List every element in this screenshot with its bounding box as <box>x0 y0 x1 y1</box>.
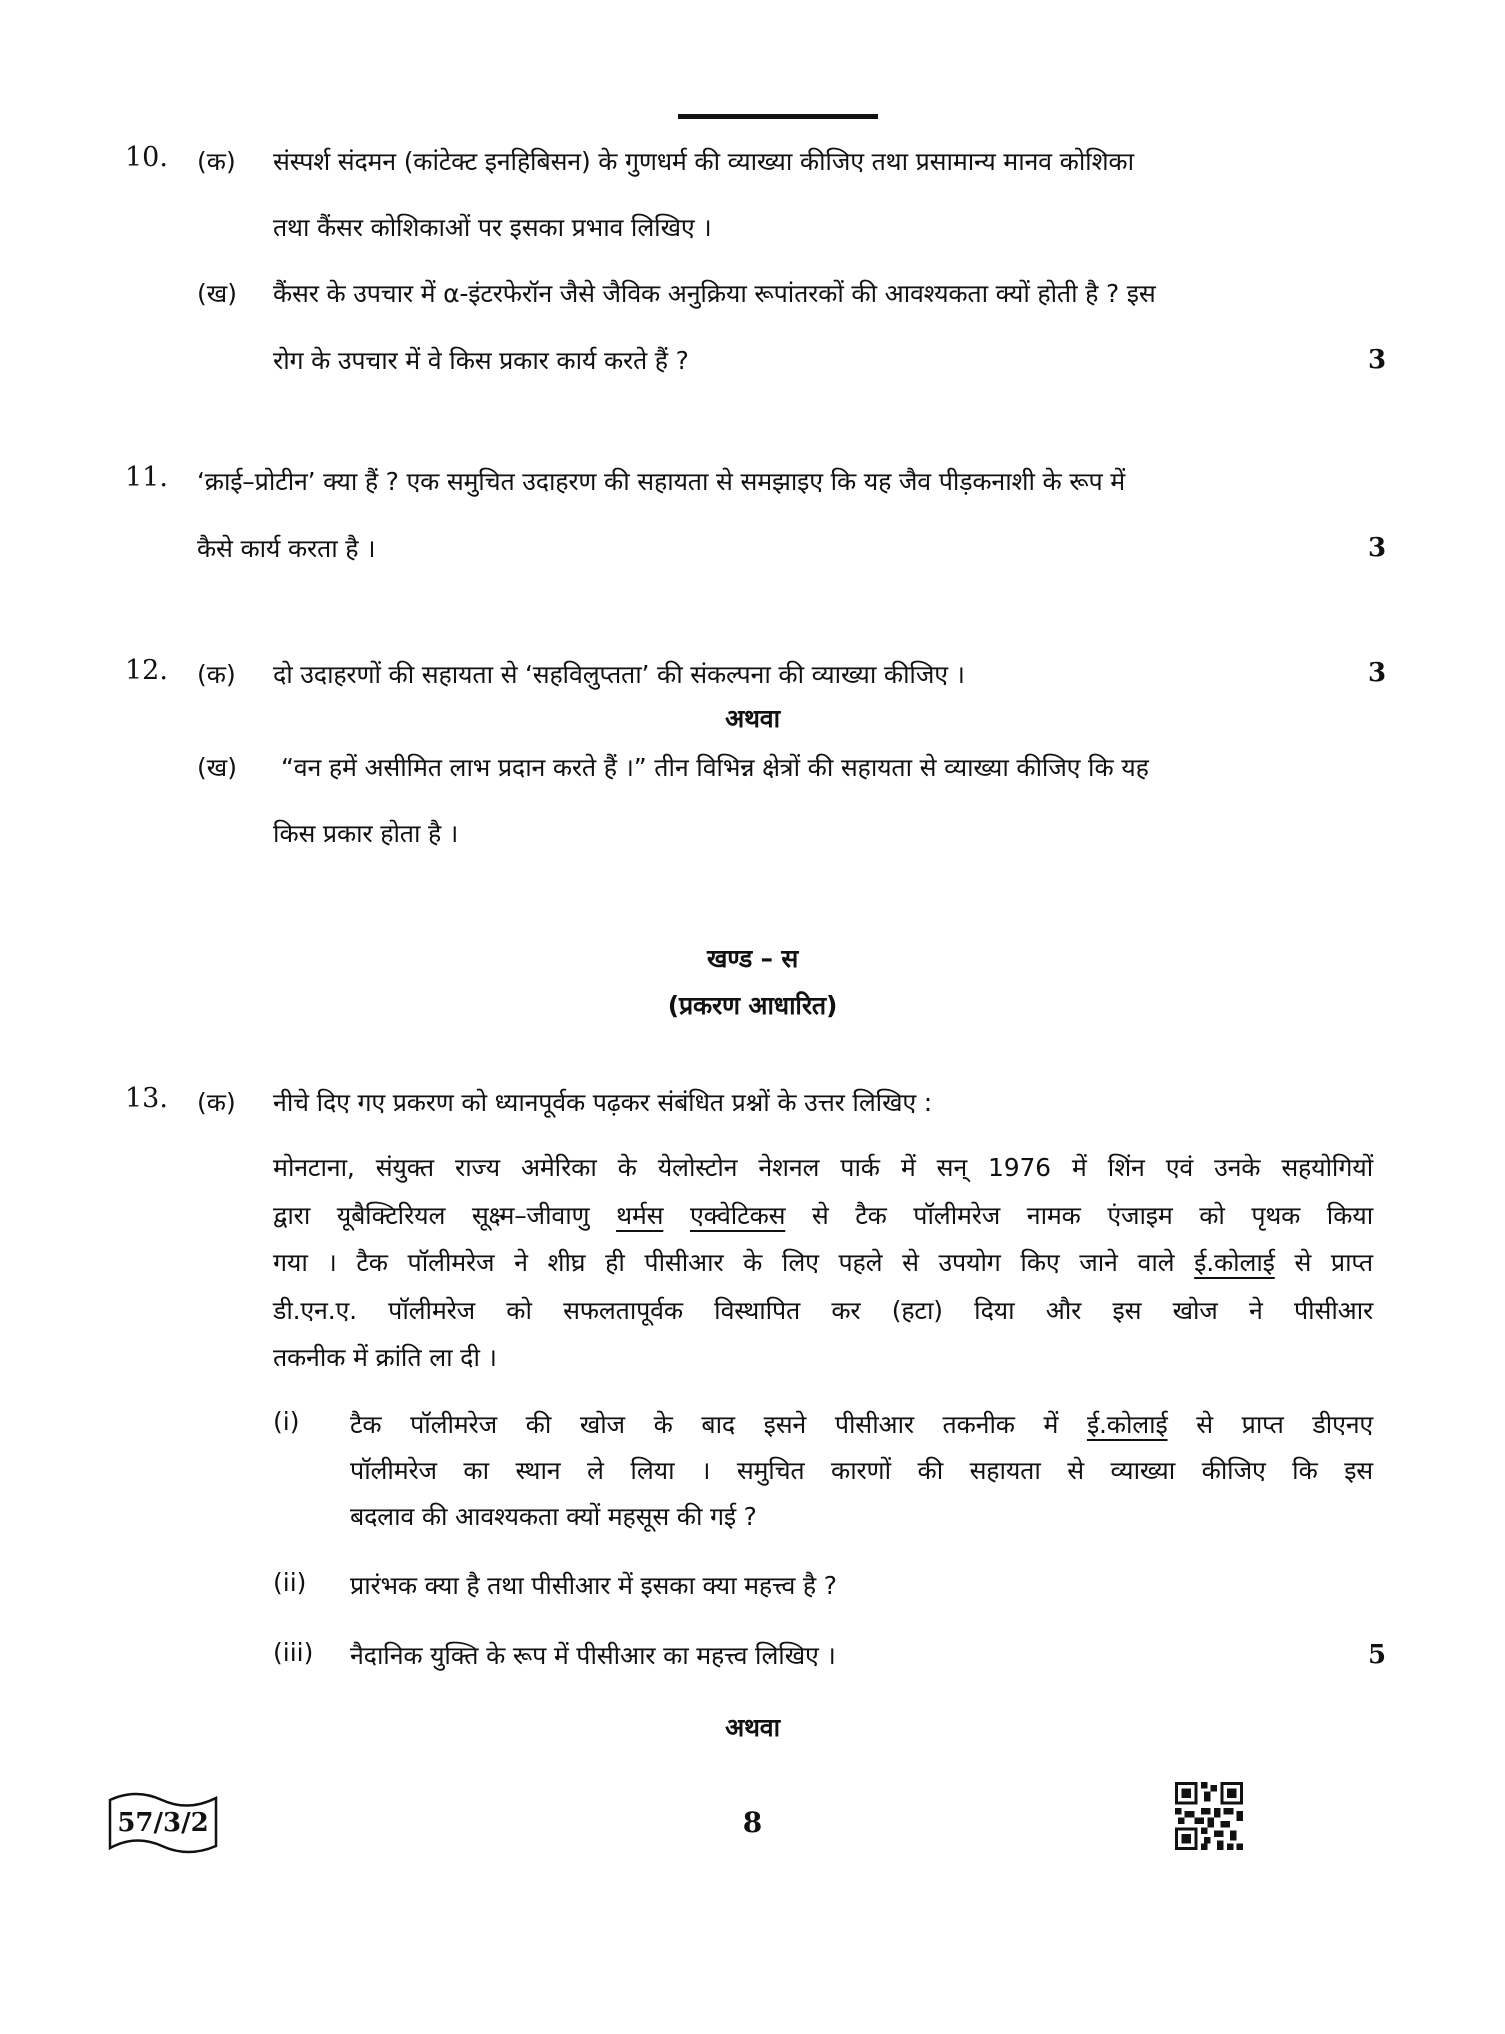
underlined-term: ई.कोलाई <box>1194 1248 1275 1277</box>
sub-question-label: (क) <box>197 660 236 689</box>
paper-code: 57/3/2 <box>117 1808 209 1838</box>
question-text: ‘क्राई–प्रोटीन’ क्या हैं ? एक समुचित उदाहरण की सहायता से समझाइए कि यह जैव पीड़कनाशी के रूप में <box>197 467 1126 496</box>
question-text: “वन हमें असीमित लाभ प्रदान करते हैं ।” तीन विभिन्न क्षेत्रों की सहायता से व्याख्या कीजिए कि यह <box>281 753 1149 782</box>
marks-value: 3 <box>1368 533 1387 563</box>
passage-line: गया । टैक पॉलीमरेज ने शीघ्र ही पीसीआर के लिए पहले से उपयोग किए जाने वाले ई.कोलाई से प्राप्त <box>273 1248 1373 1277</box>
qr-code-icon <box>1175 1782 1243 1850</box>
question-number: 11. <box>125 462 168 493</box>
marks-value: 5 <box>1368 1640 1387 1670</box>
top-divider-rule <box>678 114 878 119</box>
question-text: किस प्रकार होता है । <box>273 819 459 848</box>
sub-question-label: (ख) <box>197 279 237 308</box>
question-text: रोग के उपचार में वे किस प्रकार कार्य करते हैं ? <box>273 346 689 375</box>
question-text: बदलाव की आवश्यकता क्यों महसूस की गई ? <box>350 1502 757 1531</box>
section-subtitle: (प्रकरण आधारित) <box>667 991 838 1020</box>
question-text: नैदानिक युक्ति के रूप में पीसीआर का महत्त्व लिखिए । <box>350 1641 836 1670</box>
marks-value: 3 <box>1368 658 1387 688</box>
sub-question-label: (iii) <box>273 1638 314 1667</box>
sub-question-label: (i) <box>273 1407 300 1436</box>
passage-line: मोनटाना, संयुक्त राज्य अमेरिका के येलोस्टोन नेशनल पार्क में सन् 1976 में शिंन एवं उनके सहयोगियों <box>273 1153 1373 1182</box>
instruction-text: नीचे दिए गए प्रकरण को ध्यानपूर्वक पढ़कर संबंधित प्रश्नों के उत्तर लिखिए : <box>273 1088 932 1117</box>
question-text: पॉलीमरेज का स्थान ले लिया । समुचित कारणों की सहायता से व्याख्या कीजिए कि इस <box>350 1456 1373 1485</box>
question-text: प्रारंभक क्या है तथा पीसीआर में इसका क्या महत्त्व है ? <box>350 1571 837 1600</box>
underlined-term: ई.कोलाई <box>1086 1410 1168 1439</box>
or-separator: अथवा <box>725 704 780 733</box>
marks-value: 3 <box>1368 345 1387 375</box>
question-text: कैंसर के उपचार में α-इंटरफेरॉन जैसे जैविक अनुक्रिया रूपांतरकों की आवश्यकता क्यों होती है ? इस <box>273 279 1156 308</box>
underlined-term: थर्मस <box>616 1201 664 1230</box>
sub-question-label: (क) <box>197 1088 236 1117</box>
passage-line: तकनीक में क्रांति ला दी । <box>273 1343 497 1372</box>
sub-question-label: (क) <box>197 147 236 176</box>
question-number: 10. <box>125 142 168 173</box>
passage-line: द्वारा यूबैक्टिरियल सूक्ष्म–जीवाणु थर्मस एक्वेटिकस से टैक पॉलीमरेज नामक एंजाइम को पृथक किया <box>273 1201 1374 1230</box>
question-number: 13. <box>125 1083 168 1114</box>
or-separator: अथवा <box>725 1713 780 1742</box>
passage-line: डी.एन.ए. पॉलीमरेज को सफलतापूर्वक विस्थापित कर (हटा) दिया और इस खोज ने पीसीआर <box>273 1296 1373 1325</box>
sub-question-label: (ii) <box>273 1568 307 1597</box>
section-title: खण्ड – स <box>706 944 799 973</box>
page-number: 8 <box>742 1806 763 1839</box>
underlined-term: एक्वेटिकस <box>689 1201 786 1230</box>
question-text: टैक पॉलीमरेज की खोज के बाद इसने पीसीआर तकनीक में ई.कोलाई से प्राप्त डीएनए <box>350 1410 1374 1439</box>
question-number: 12. <box>125 655 168 686</box>
sub-question-label: (ख) <box>197 753 237 782</box>
question-text: कैसे कार्य करता है । <box>197 534 376 563</box>
question-text: तथा कैंसर कोशिकाओं पर इसका प्रभाव लिखिए । <box>273 213 712 242</box>
question-text: संस्पर्श संदमन (कांटेक्ट इनहिबिसन) के गुणधर्म की व्याख्या कीजिए तथा प्रसामान्य मानव कोशिका <box>273 147 1134 176</box>
question-text: दो उदाहरणों की सहायता से ‘सहविलुप्तता’ की संकल्पना की व्याख्या कीजिए । <box>273 660 965 689</box>
